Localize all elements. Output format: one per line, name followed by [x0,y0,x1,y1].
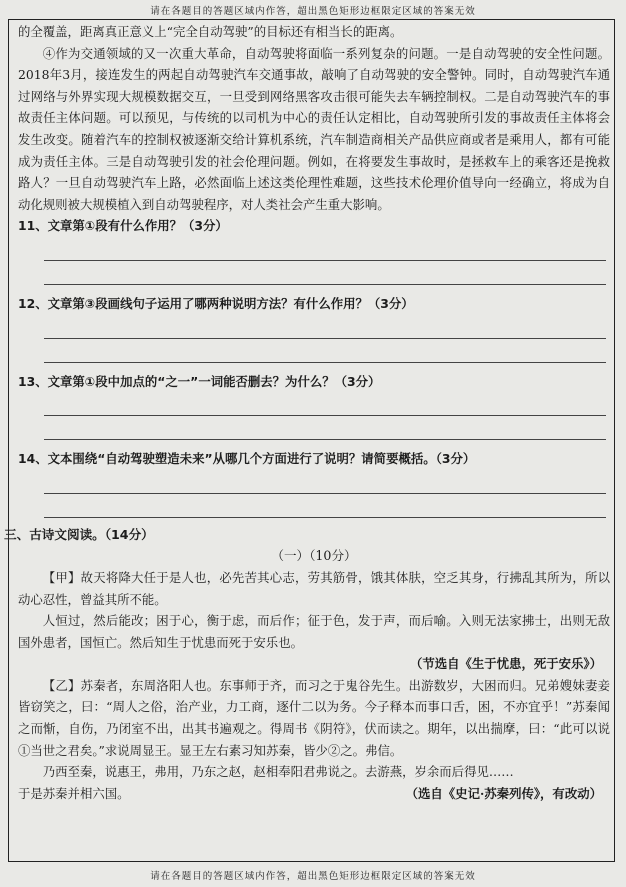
top-notice: 请在各题目的答题区域内作答，超出黑色矩形边框限定区域的答案无效 [150,6,476,17]
bottom-notice: 请在各题目的答题区域内作答，超出黑色矩形边框限定区域的答案无效 [150,871,476,882]
answer-line[interactable] [44,339,606,363]
answer-line[interactable] [44,315,606,339]
question-12: 12、文章第③段画线句子运用了哪两种说明方法？有什么作用？（3分） [18,295,414,311]
answer-lines-12 [18,315,610,363]
subsection-title: （一）（10分） [271,548,357,564]
answer-line[interactable] [44,470,606,494]
section-3-title: 三、古诗文阅读。（14分） [4,526,154,542]
answer-line[interactable] [44,416,606,440]
question-13: 13、文章第①段中加点的“之一”一词能否删去？为什么？（3分） [18,373,381,389]
text-jia-source: （节选自《生于忧患，死于安乐》） [409,656,602,672]
question-11: 11、文章第①段有什么作用？（3分） [18,218,228,234]
answer-line[interactable] [44,494,606,518]
passage-para-4: ④作为交通领域的又一次重大革命，自动驾驶将面临一系列复杂的问题。一是自动驾驶的安全性问题。2018年3月，接连发生的两起自动驾驶汽车交通事故，敲响了自动驾驶的安全警钟。同时，自动驾驶汽车通过网络与外界实现大规模数据交互，一旦受到网络黑客攻击很可能失去车辆控制权。二是自动驾驶汽车的事故责任主体问题。可以预见，与传统的以司机为中心的责任认定相比，自动驾驶所引发的事故责任主体将会发生改变。随着汽车的控制权被逐渐交给计算机系统，汽车制造商相关产品供应商或者是乘用人，都有可能成为责任主体。三是自动驾驶引发的社会伦理问题。例如，在将要发生事故时，是拯救车上的乘客还是挽救路人？一旦自动驾驶汽车上路，必然面临上述这类伦理性难题，这些技术伦理价值导向一经确立，将成为自动化规则被大规模植入到自动驾驶程序，对人类社会产生重大影响。 [18,45,610,212]
text-yi-last-line [18,783,610,805]
answer-lines-13 [18,392,610,440]
content [4,21,610,804]
text-yi-last: 于是苏秦并相六国。 [18,785,130,801]
text-yi-para-1: 【乙】苏秦者，东周洛阳人也。东事师于齐，而习之于鬼谷先生。出游数岁，大困而归。兄弟嫂妹妻妾皆窃笑之，曰：“周人之俗，治产业，力工商，逐什二以为务。今子释本而事口舌，困，不亦宜乎！”苏秦闻之而惭，自伤，乃闭室不出，出其书遍观之。得周书《阴符》，伏而读之。期年，以出揣摩，曰：“此可以说①当世之君矣。”求说周显王。显王左右素习知苏秦，皆少②之。弗信。 [18,677,610,758]
answer-lines-11 [18,237,610,285]
text-yi-source: （选自《史记·苏秦列传》，有改动） [405,785,602,801]
passage-continuation: 的全覆盖，距离真正意义上“完全自动驾驶”的目标还有相当长的距离。 [18,24,403,39]
question-14: 14、文本围绕“自动驾驶塑造未来”从哪几个方面进行了说明？请简要概括。（3分） [18,451,476,467]
answer-line[interactable] [44,261,606,285]
text-yi-para-2: 乃西至秦，说惠王，弗用，乃东之赵，赵相奉阳君弗说之。去游燕，岁余而后得见…… [42,764,514,780]
answer-line[interactable] [44,237,606,261]
text-jia-para-1: 【甲】故天将降大任于是人也，必先苦其心志，劳其筋骨，饿其体肤，空乏其身，行拂乱其所为，所以动心忍性，曾益其所不能。 [18,569,610,607]
text-jia-para-2: 人恒过，然后能改；困于心，衡于虑，而后作；征于色，发于声，而后喻。入则无法家拂士，出则无敌国外患者，国恒亡。然后知生于忧患而死于安乐也。 [18,613,610,650]
answer-lines-14 [18,470,610,518]
answer-line[interactable] [44,392,606,416]
